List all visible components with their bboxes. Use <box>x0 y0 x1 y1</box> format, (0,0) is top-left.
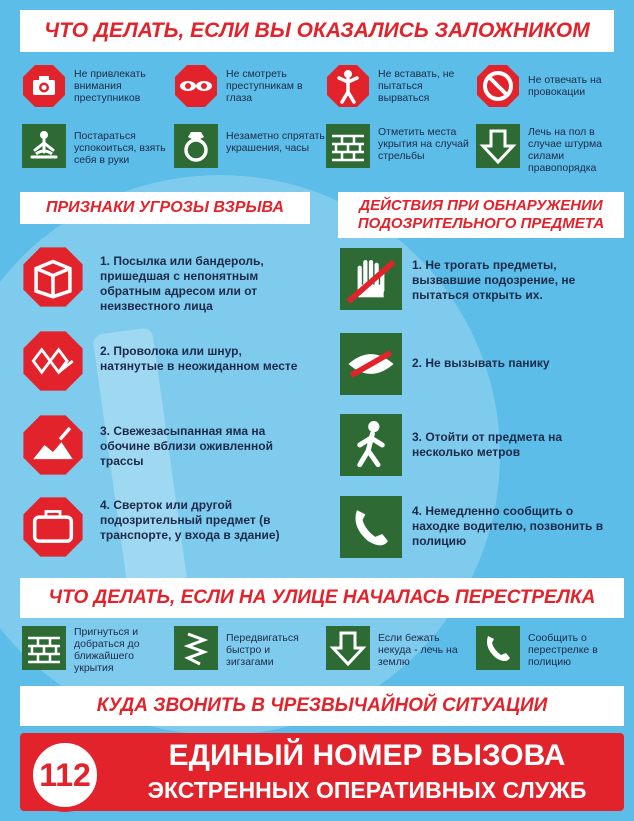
down-arrow-icon <box>476 124 520 168</box>
brick-wall-icon <box>22 626 66 670</box>
title-hostage: ЧТО ДЕЛАТЬ, ЕСЛИ ВЫ ОКАЗАЛИСЬ ЗАЛОЖНИКОМ <box>20 10 614 52</box>
brick-wall-icon <box>326 124 370 168</box>
action-2: 2. Не вызывать панику <box>412 356 550 370</box>
hostage-tip-2: Не смотреть преступникам в глаза <box>226 68 303 104</box>
ring-icon <box>174 124 218 168</box>
footer-line-2: ЭКСТРЕННЫХ ОПЕРАТИВНЫХ СЛУЖБ <box>147 777 587 803</box>
sign-3: 3. Свежезасыпанная яма на обочине вблизи оживленной трассы <box>100 424 273 468</box>
phone-icon <box>340 496 402 558</box>
meditation-icon <box>22 124 66 168</box>
hostage-tip-8: Лечь на пол в случае штурма силами правопорядка <box>528 126 603 174</box>
shooting-tip-3: Если бежать некуда - лечь на землю <box>378 632 458 668</box>
person-icon <box>326 64 370 108</box>
shooting-tip-4: Сообщить о перестрелке в полицию <box>528 632 598 668</box>
wire-icon <box>22 330 84 392</box>
no-icon <box>476 64 520 108</box>
title-actions <box>338 192 624 238</box>
hostage-tip-7: Отметить места укрытия на случай стрельбы <box>378 126 469 162</box>
title-shooting: ЧТО ДЕЛАТЬ, ЕСЛИ НА УЛИЦЕ НАЧАЛАСЬ ПЕРЕСТРЕЛКА <box>20 578 624 618</box>
eyes-icon <box>174 64 218 108</box>
sign-2: 2. Проволока или шнур, натянутые в неожиданном месте <box>100 344 298 373</box>
zigzag-icon <box>174 626 218 670</box>
hostage-tip-5: Постараться успокоиться, взять себя в руки <box>74 130 166 166</box>
box-icon <box>22 246 84 308</box>
no-touch-icon <box>340 248 402 310</box>
emergency-number: 112 <box>28 738 102 812</box>
action-4: 4. Немедленно сообщить о находке водителю, позвонить в полицию <box>412 504 604 548</box>
hostage-tip-6: Незаметно спрятать украшения, часы <box>226 130 325 154</box>
sign-1: 1. Посылка или бандероль, пришедшая с непонятным обратным адресом или от неизвестного лица <box>100 254 264 313</box>
title-call: КУДА ЗВОНИТЬ В ЧРЕЗВЫЧАЙНОЙ СИТУАЦИИ <box>20 686 624 726</box>
camera-icon <box>22 64 66 108</box>
walking-person-icon <box>340 414 402 476</box>
footer-line-1: ЕДИНЫЙ НОМЕР ВЫЗОВА <box>168 739 566 772</box>
hostage-tip-3: Не вставать, не пытаться вырваться <box>378 68 455 104</box>
title-actions-line1: ДЕЙСТВИЯ ПРИ ОБНАРУЖЕНИИ <box>359 197 603 214</box>
down-arrow-icon <box>326 626 370 670</box>
shooting-tip-1: Пригнуться и добраться до ближайшего укрытия <box>74 626 140 674</box>
hostage-tip-4: Не отвечать на провокации <box>528 74 602 98</box>
action-1: 1. Не трогать предметы, вызвавшие подозрение, не пытаться открыть их. <box>412 258 576 302</box>
hostage-tip-1: Не привлекать внимания преступников <box>74 68 146 104</box>
phone-icon <box>476 626 520 670</box>
no-panic-icon <box>340 333 402 395</box>
shooting-tip-2: Передвигаться быстро и зигзагами <box>226 632 299 668</box>
title-signs: ПРИЗНАКИ УГРОЗЫ ВЗРЫВА <box>20 192 310 224</box>
pit-icon <box>22 414 84 476</box>
action-3: 3. Отойти от предмета на несколько метров <box>412 430 562 459</box>
suitcase-icon <box>22 496 84 558</box>
sign-4: 4. Сверток или другой подозрительный предмет (в транспорте, у входа в здание) <box>100 498 280 542</box>
title-actions-line2: ПОДОЗРИТЕЛЬНОГО ПРЕДМЕТА <box>357 215 605 232</box>
